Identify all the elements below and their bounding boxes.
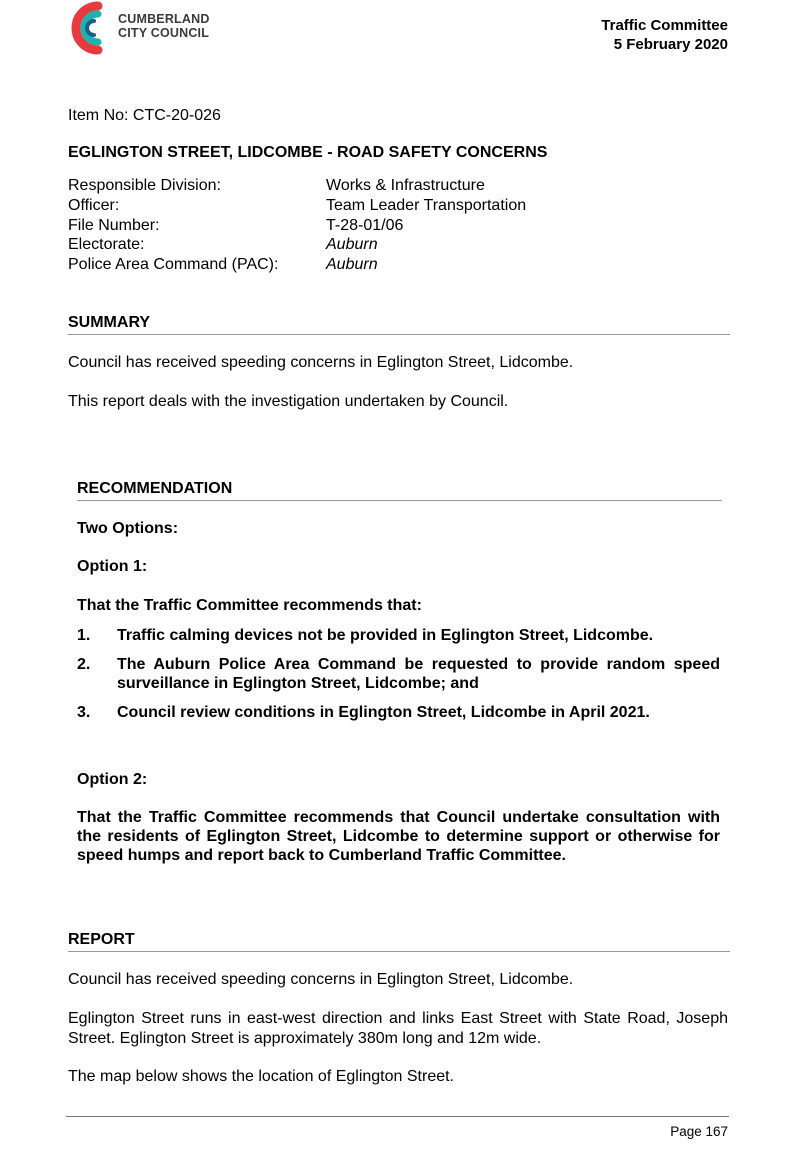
committee-name: Traffic Committee xyxy=(601,17,728,34)
info-label: Officer: xyxy=(68,196,120,214)
info-label: Electorate: xyxy=(68,236,145,254)
list-text: Council review conditions in Eglington Street, Lidcombe in April 2021. xyxy=(117,704,650,721)
info-row xyxy=(68,216,526,236)
option1-intro: That the Traffic Committee recommends that: xyxy=(77,597,422,614)
meeting-date: 5 February 2020 xyxy=(613,36,728,53)
list-text: The Auburn Police Area Command be requested to provide random speed surveillance in Eglington Street, Lidcombe; and xyxy=(117,656,720,692)
info-value: Auburn xyxy=(326,236,378,254)
info-row xyxy=(68,235,526,255)
item-number: Item No: CTC-20-026 xyxy=(68,107,221,124)
header-meta xyxy=(601,16,728,54)
report-heading: REPORT xyxy=(68,931,135,948)
report-paragraph: Eglington Street runs in east-west direction and links East Street with State Road, Joseph Street. Eglington Street is approximately 380m long and 12m wide. xyxy=(68,1010,728,1047)
list-number: 1. xyxy=(77,627,91,644)
info-value: Auburn xyxy=(326,256,378,274)
org-name-line2: CITY COUNCIL xyxy=(118,26,210,40)
info-table xyxy=(68,176,526,275)
list-item xyxy=(77,626,720,645)
info-value: T-28-01/06 xyxy=(326,216,404,234)
option2-text: That the Traffic Committee recommends that Council undertake consultation with the residents of Eglington Street, Lidcombe to determine support or otherwise for speed humps and report back to Cumberland Traffic Committee. xyxy=(77,809,720,864)
list-item xyxy=(77,703,720,722)
divider xyxy=(77,500,722,501)
footer-divider xyxy=(66,1116,729,1117)
list-number: 2. xyxy=(77,656,91,673)
info-value: Team Leader Transportation xyxy=(326,196,527,214)
info-value: Works & Infrastructure xyxy=(326,177,485,194)
summary-heading: SUMMARY xyxy=(68,314,151,331)
org-name-line1: CUMBERLAND xyxy=(118,12,210,26)
two-options-label: Two Options: xyxy=(77,520,179,537)
list-text: Traffic calming devices not be provided in Eglington Street, Lidcombe. xyxy=(117,627,654,644)
summary-paragraph: This report deals with the investigation undertaken by Council. xyxy=(68,393,509,410)
info-label: Responsible Division: xyxy=(68,177,221,194)
info-label: Police Area Command (PAC): xyxy=(68,256,279,274)
option2-label: Option 2: xyxy=(77,771,148,788)
divider xyxy=(68,334,730,335)
org-name xyxy=(118,12,210,40)
info-row xyxy=(68,255,526,275)
info-row xyxy=(68,196,526,216)
page-title: EGLINGTON STREET, LIDCOMBE - ROAD SAFETY CONCERNS xyxy=(68,144,548,161)
summary-paragraph: Council has received speeding concerns in Eglington Street, Lidcombe. xyxy=(68,354,574,371)
report-paragraph: Council has received speeding concerns in Eglington Street, Lidcombe. xyxy=(68,971,574,988)
divider xyxy=(68,951,730,952)
info-row xyxy=(68,176,526,196)
recommendation-list xyxy=(77,626,720,732)
option1-label: Option 1: xyxy=(77,558,148,575)
list-number: 3. xyxy=(77,704,91,721)
info-label: File Number: xyxy=(68,216,160,234)
recommendation-heading: RECOMMENDATION xyxy=(77,480,233,497)
list-item xyxy=(77,655,720,693)
page-number: Page 167 xyxy=(670,1124,728,1139)
report-paragraph: The map below shows the location of Eglington Street. xyxy=(68,1068,454,1085)
